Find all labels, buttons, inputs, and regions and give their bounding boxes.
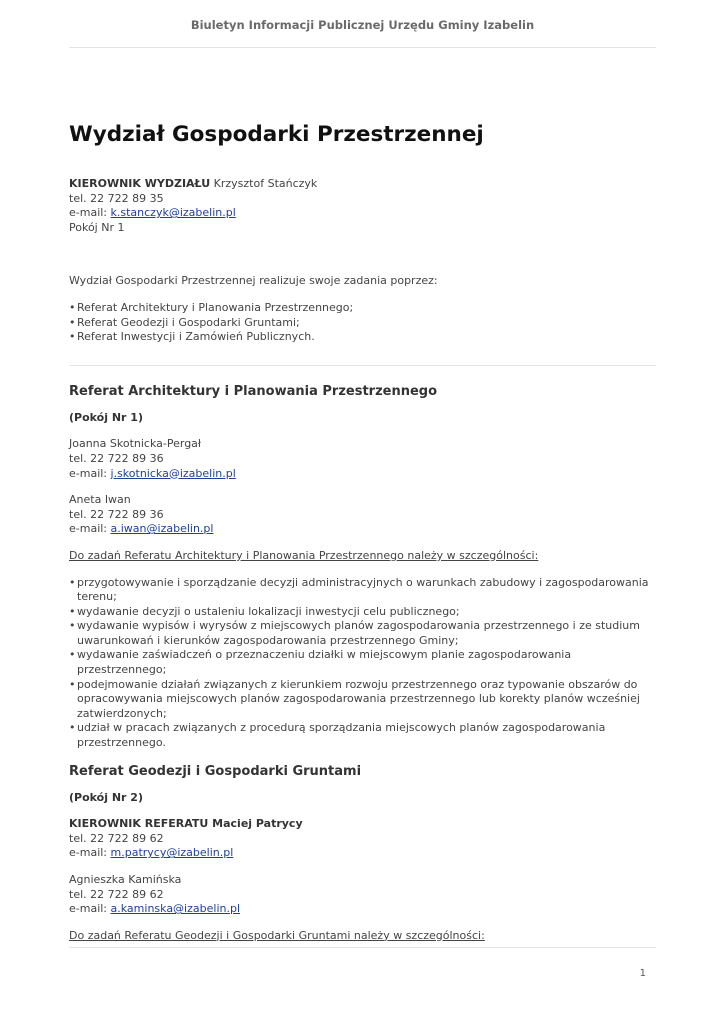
section-title-geodesy: Referat Geodezji i Gospodarki Gruntami — [69, 763, 362, 779]
person-tel: tel. 22 722 89 36 — [69, 507, 164, 521]
person-name: Joanna Skotnicka-Pergał — [69, 437, 202, 451]
email-label: e-mail: — [69, 466, 108, 480]
person-contact — [69, 493, 659, 537]
person-tel: tel. 22 722 89 62 — [69, 887, 164, 901]
list-item: • Referat Architektury i Planowania Przestrzennego; — [77, 301, 659, 316]
list-item: • udział w pracach związanych z procedurą sporządzania miejscowych planów zagospodarowania przestrzennego. — [77, 721, 659, 750]
person-name: Aneta Iwan — [69, 493, 131, 507]
head-role: KIEROWNIK REFERATU — [69, 817, 209, 831]
head-email-link[interactable]: k.stanczyk@izabelin.pl — [110, 206, 236, 220]
footer-rule — [69, 947, 656, 948]
person-email-link[interactable]: a.iwan@izabelin.pl — [110, 522, 214, 536]
head-email-link[interactable]: m.patrycy@izabelin.pl — [110, 846, 234, 860]
head-name: Maciej Patrycy — [212, 817, 303, 831]
list-item: • Referat Geodezji i Gospodarki Gruntami; — [77, 316, 659, 331]
list-item: • wydawanie wypisów i wyrysów z miejscowych planów zagospodarowania przestrzennego i ze studium uwarunkowań i kierunków zagospodarowania przestrzennego Gminy; — [77, 619, 659, 648]
person-email-link[interactable]: j.skotnicka@izabelin.pl — [110, 466, 236, 480]
list-item: • wydawanie decyzji o ustaleniu lokalizacji inwestycji celu publicznego; — [77, 605, 659, 620]
tasks-heading: Do zadań Referatu Geodezji i Gospodarki Gruntami należy w szczególności: — [69, 928, 485, 942]
section-divider — [69, 365, 656, 366]
document-header: Biuletyn Informacji Publicznej Urzędu Gminy Izabelin — [190, 18, 535, 32]
section-head-contact — [69, 817, 659, 861]
page-title: Wydział Gospodarki Przestrzennej — [69, 122, 484, 147]
email-label: e-mail: — [69, 902, 108, 916]
section-room: (Pokój Nr 1) — [69, 410, 143, 424]
section-title-architecture: Referat Architektury i Planowania Przestrzennego — [69, 383, 438, 399]
list-item: • Referat Inwestycji i Zamówień Publicznych. — [77, 330, 659, 345]
intro-text: Wydział Gospodarki Przestrzennej realizuje swoje zadania poprzez: — [69, 274, 438, 288]
head-name: Krzysztof Stańczyk — [213, 177, 318, 190]
person-contact — [69, 437, 659, 481]
email-label: e-mail: — [69, 522, 108, 536]
page-number: 1 — [639, 968, 646, 979]
person-tel: tel. 22 722 89 36 — [69, 451, 164, 465]
person-name: Agnieszka Kamińska — [69, 873, 182, 886]
tasks-heading: Do zadań Referatu Architektury i Planowania Przestrzennego należy w szczególności: — [69, 548, 539, 562]
list-item: • podejmowanie działań związanych z kierunkiem rozwoju przestrzennego oraz typowanie obszarów do opracowywania miejscowych planów zagospodarowania przestrzennego lub korekty planów wcześniej zatwierdzonych; — [77, 678, 659, 722]
head-room: Pokój Nr 1 — [69, 220, 125, 234]
head-tel: tel. 22 722 89 35 — [69, 191, 164, 205]
person-contact — [69, 873, 659, 917]
department-head — [69, 177, 659, 235]
section-room: (Pokój Nr 2) — [69, 790, 143, 804]
list-item: • przygotowywanie i sporządzanie decyzji administracyjnych o warunkach zabudowy i zagospodarowania terenu; — [77, 576, 659, 605]
email-label: e-mail: — [69, 206, 108, 220]
tasks-list — [69, 576, 659, 751]
head-role: KIEROWNIK WYDZIAŁU — [69, 177, 211, 190]
units-list — [69, 301, 659, 345]
main-content — [69, 120, 659, 943]
list-item: • wydawanie zaświadczeń o przeznaczeniu działki w miejscowym planie zagospodarowania przestrzennego; — [77, 648, 659, 677]
head-tel: tel. 22 722 89 62 — [69, 831, 164, 845]
email-label: e-mail: — [69, 846, 108, 860]
person-email-link[interactable]: a.kaminska@izabelin.pl — [110, 902, 241, 916]
header-rule — [69, 47, 656, 48]
